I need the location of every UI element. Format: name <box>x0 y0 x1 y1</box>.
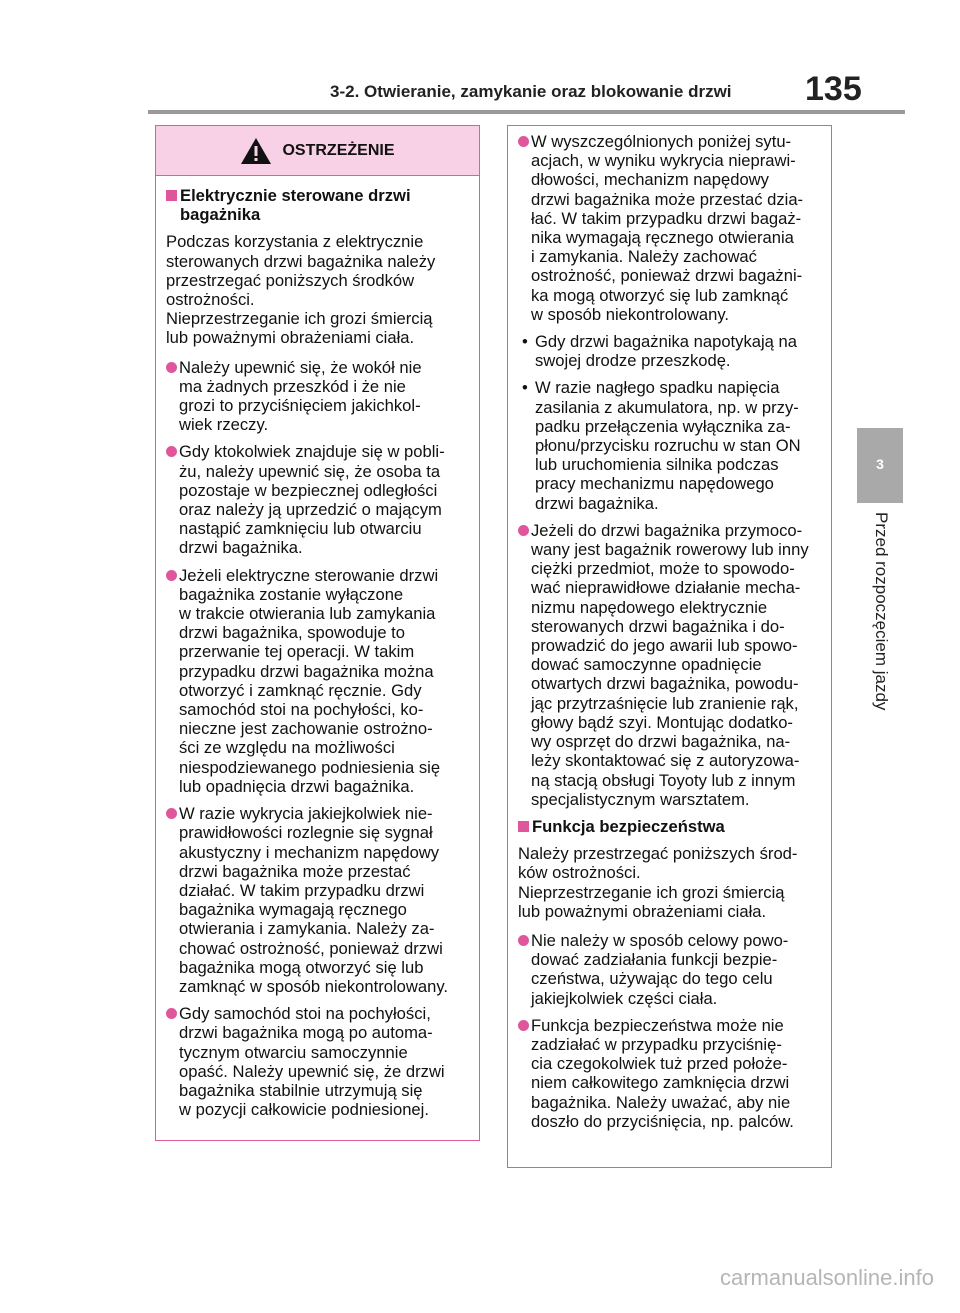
list-item: Jeżeli elektryczne sterowanie drzwi bagażnika zostanie wyłączone w trakcie otwierania lub zamykania drzwi bagażnika, spowoduje to przerwanie tej operacji. W takim przypadku drzwi bagażnika można otworzyć i zamknąć ręcznie. Gdy samochód stoi na pochyłości, ko- nieczne jest zachowanie ostrożno- ści ze względu na możliwości niespodziewanego podniesienia się lub opadnięcia drzwi bagażnika. <box>166 566 473 796</box>
warning-content <box>156 176 479 1119</box>
warning-box-left <box>155 125 480 1141</box>
warning-header <box>156 126 479 176</box>
warning-title: OSTRZEŻENIE <box>282 141 395 159</box>
chapter-number: 3 <box>876 456 884 472</box>
intro-paragraph: Podczas korzystania z elektrycznie sterowanych drzwi bagażnika należy przestrzegać poniższych środków ostrożności. Nieprzestrzeganie ich grozi śmiercią lub poważnymi obrażeniami ciała. <box>166 232 436 348</box>
list-item: Gdy samochód stoi na pochyłości, drzwi bagażnika mogą po automa- tycznym otwarciu samoczynnie opaść. Należy upewnić się, że drzwi bagażnika stabilnie utrzymują się w pozycji całkowicie podniesionej. <box>166 1004 473 1119</box>
dot-bullet-icon <box>518 525 529 536</box>
list-item: Nie należy w sposób celowy powo- dować zadziałania funkcji bezpie- czeństwa, używając do tego celu jakiejkolwiek części ciała. <box>518 931 825 1008</box>
list-item: Jeżeli do drzwi bagażnika przymoco- wany jest bagażnik rowerowy lub inny ciężki przedmiot, może to spowodo- wać nieprawidłowe działanie mecha- nizmu napędowego elektrycznie sterowanych drzwi bagażnika i do- prowadzić do jego awarii lub spowo- dować samoczynne opadnięcie otwartych drzwi bagażnika, powodu- jąc przytrzaśnięcie lub zranienie rąk, głowy bądź szyi. Montując dodatko- wy osprzęt do drzwi bagażnika, na- leży skontaktować się z autoryzowa- ną stacją obsługi Toyoty lub z innym specjalistycznym warsztatem. <box>518 521 825 809</box>
page-header <box>0 0 960 120</box>
list-item: W wyszczególnionych poniżej sytu- acjach, w wyniku wykrycia nieprawi- dłowości, mechanizm napędowy drzwi bagażnika może przestać dzia- łać. W takim przypadku drzwi bagaż- nika wymagają ręcznego otwierania i zamykania. Należy zachować ostrożność, ponieważ drzwi bagażni- ka mogą otworzyć się lub zamknąć w sposób niekontrolowany. <box>518 132 825 324</box>
list-item: Gdy ktokolwiek znajduje się w pobli- żu, należy upewnić się, że osoba ta pozostaje w bezpiecznej odległości oraz należy ją uprzedzić o mającym nastąpić zamknięciu lub otwarciu drzwi bagażnika. <box>166 442 473 557</box>
dot-bullet-icon <box>518 1020 529 1031</box>
dot-bullet-icon <box>166 570 177 581</box>
chapter-tab <box>857 428 903 503</box>
section-title: 3-2. Otwieranie, zamykanie oraz blokowanie drzwi <box>330 82 732 101</box>
sub-list-item: • W razie nagłego spadku napięcia zasilania z akumulatora, np. w przy- padku przełączenia wyłącznika za- płonu/przycisku rozruchu w stan ON lub uruchomienia silnika podczas pracy mechanizmu napędowego drzwi bagażnika. <box>522 378 801 513</box>
section-heading: Elektrycznie sterowane drzwi bagażnika <box>166 186 473 224</box>
dot-bullet-icon <box>166 808 177 819</box>
section-heading: Funkcja bezpieczeństwa <box>518 817 825 836</box>
square-bullet-icon <box>166 190 177 201</box>
watermark: carmanualsonline.info <box>719 1265 934 1290</box>
dot-bullet-icon <box>166 1008 177 1019</box>
warning-triangle-icon <box>240 137 272 165</box>
dot-bullet-icon <box>166 446 177 457</box>
square-bullet-icon <box>518 821 529 832</box>
page-number: 135 <box>805 70 862 108</box>
small-bullet-icon: • <box>522 378 528 398</box>
dot-bullet-icon <box>166 362 177 373</box>
chapter-label: Przed rozpoczęciem jazdy <box>872 512 891 711</box>
dot-bullet-icon <box>518 935 529 946</box>
dot-bullet-icon <box>518 136 529 147</box>
sub-list-item: • Gdy drzwi bagażnika napotykają na swojej drodze przeszkodę. <box>522 332 797 371</box>
list-item: Funkcja bezpieczeństwa może nie zadziałać w przypadku przyciśnię- cia czegokolwiek tuż przed położe- niem całkowitego zamknięcia drzwi bagażnika. Należy uważać, aby nie doszło do przyciśnięcia, np. palców. <box>518 1016 825 1131</box>
header-divider <box>148 110 905 114</box>
intro-paragraph: Należy przestrzegać poniższych środ- ków ostrożności. Nieprzestrzeganie ich grozi śmiercią lub poważnymi obrażeniami ciała. <box>518 844 798 921</box>
warning-content <box>508 126 831 1131</box>
small-bullet-icon: • <box>522 332 528 352</box>
warning-box-right <box>507 125 832 1168</box>
list-item: Należy upewnić się, że wokół nie ma żadnych przeszkód i że nie grozi to przyciśnięciem jakichkol- wiek rzeczy. <box>166 358 473 435</box>
list-item: W razie wykrycia jakiejkolwiek nie- prawidłowości rozlegnie się sygnał akustyczny i mechanizm napędowy drzwi bagażnika może przestać działać. W takim przypadku drzwi bagażnika wymagają ręcznego otwierania i zamykania. Należy za- chować ostrożność, ponieważ drzwi bagażnika mogą otworzyć się lub zamknąć w sposób niekontrolowany. <box>166 804 473 996</box>
